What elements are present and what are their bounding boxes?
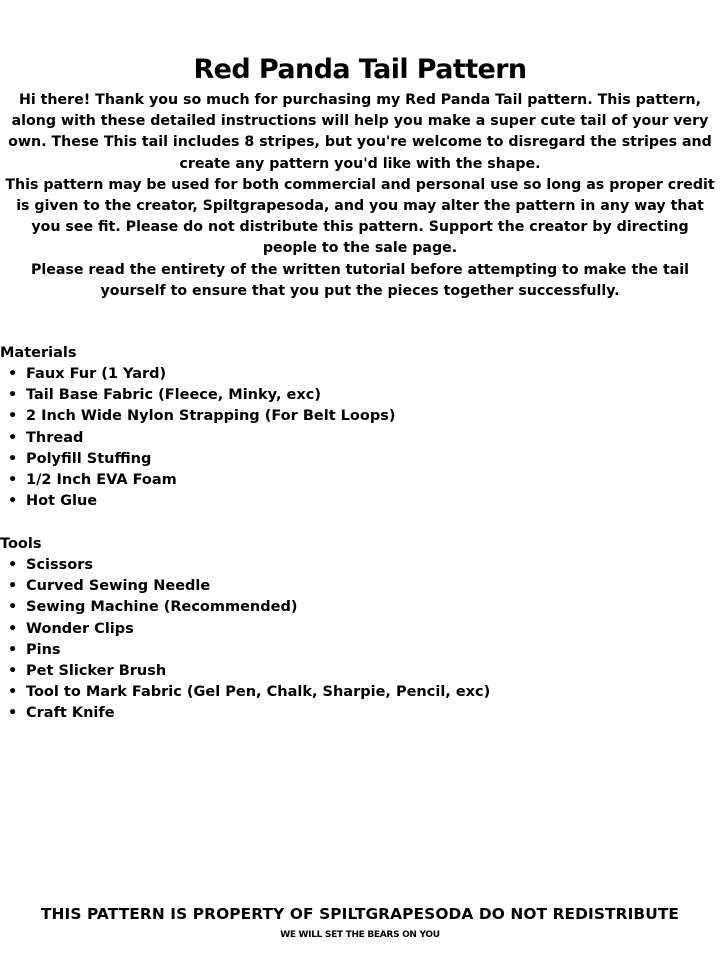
tools-list bbox=[0, 555, 490, 725]
list-item: • Faux Fur (1 Yard) bbox=[26, 364, 395, 385]
list-item: • 2 Inch Wide Nylon Strapping (For Belt Loops) bbox=[26, 406, 395, 427]
intro-text bbox=[0, 90, 720, 302]
list-item: • Pins bbox=[26, 640, 490, 661]
list-item: • Craft Knife bbox=[26, 703, 490, 724]
list-item: • Thread bbox=[26, 428, 395, 449]
list-item: • Wonder Clips bbox=[26, 619, 490, 640]
list-item: • Polyfill Stuffing bbox=[26, 449, 395, 470]
page-title: Red Panda Tail Pattern bbox=[193, 54, 527, 85]
materials-heading: Materials bbox=[0, 345, 77, 361]
intro-paragraph: Hi there! Thank you so much for purchasing my Red Panda Tail pattern. This pattern, along with these detailed instructions will help you make a super cute tail of your very own. These This tail includes 8 stripes, but you're welcome to disregard the stripes and create any pattern you'd like with the shape. bbox=[8, 92, 712, 172]
list-item: • 1/2 Inch EVA Foam bbox=[26, 470, 395, 491]
copyright-notice: THIS PATTERN IS PROPERTY OF SPILTGRAPESODA DO NOT REDISTRIBUTE bbox=[40, 905, 680, 923]
materials-list bbox=[0, 364, 395, 512]
intro-paragraph: Please read the entirety of the written tutorial before attempting to make the tail yourself to ensure that you put the pieces together successfully. bbox=[30, 261, 690, 299]
tools-heading: Tools bbox=[0, 536, 42, 552]
intro-paragraph: This pattern may be used for both commercial and personal use so long as proper credit is given to the creator, Spiltgrapesoda, and you may alter the pattern in any way that you see fit. Please do not distribute this pattern. Support the creator by directing people to the sale page. bbox=[5, 176, 715, 257]
list-item: • Scissors bbox=[26, 555, 490, 576]
list-item: • Tail Base Fabric (Fleece, Minky, exc) bbox=[26, 385, 395, 406]
list-item: • Sewing Machine (Recommended) bbox=[26, 597, 490, 618]
list-item: • Curved Sewing Needle bbox=[26, 576, 490, 597]
list-item: • Tool to Mark Fabric (Gel Pen, Chalk, Sharpie, Pencil, exc) bbox=[26, 682, 490, 703]
list-item: • Hot Glue bbox=[26, 491, 395, 512]
footer-tagline: WE WILL SET THE BEARS ON YOU bbox=[280, 930, 440, 940]
list-item: • Pet Slicker Brush bbox=[26, 661, 490, 682]
